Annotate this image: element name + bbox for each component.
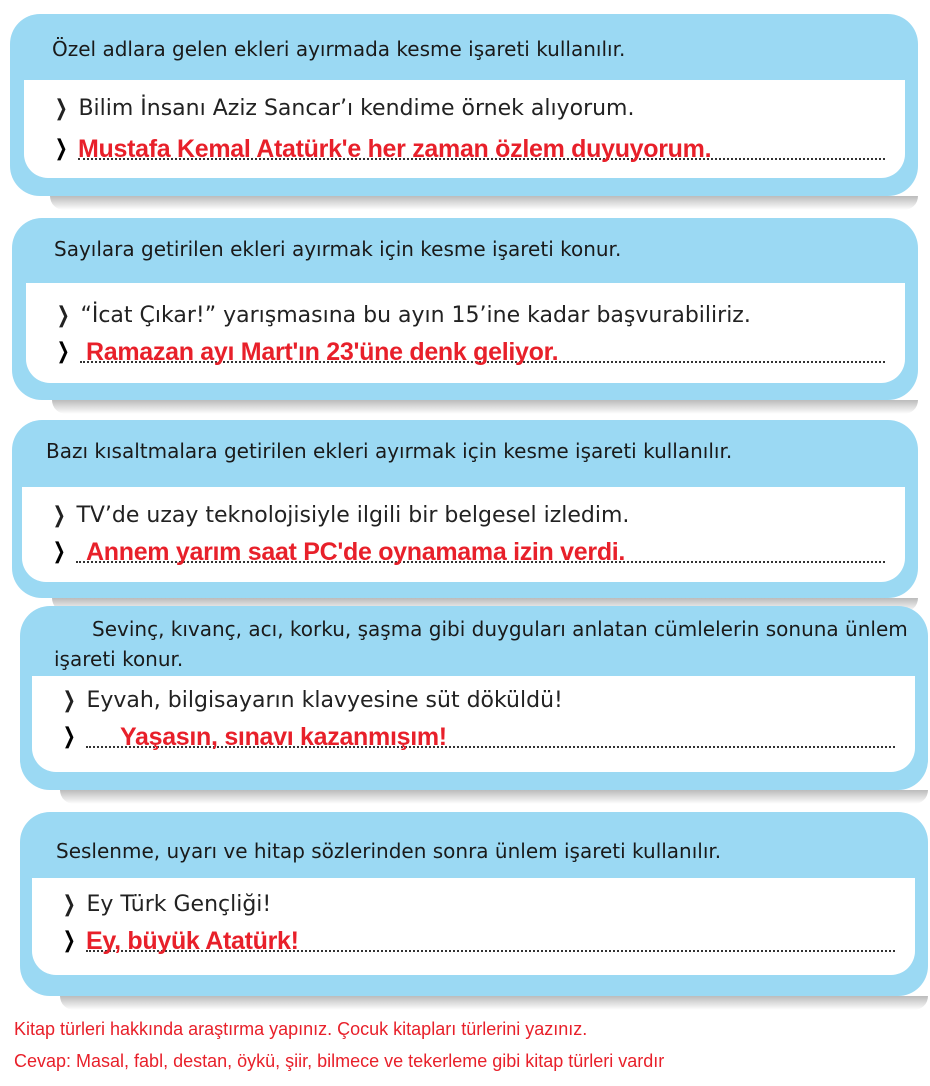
answer-text: Ey, büyük Atatürk! [86, 927, 299, 955]
arrow-icon: ❯ [52, 539, 66, 564]
answer-line [52, 136, 885, 166]
rule-text: Seslenme, uyarı ve hitap sözlerinden sonra ünlem işareti kullanılır. [56, 839, 722, 863]
answer-line [60, 724, 895, 754]
research-question: Kitap türleri hakkında araştırma yapınız. Çocuk kitapları türlerini yazınız. [14, 1019, 588, 1039]
example-sentence: Eyvah, bilgisayarın klavyesine süt döküldü! [86, 688, 563, 713]
rule-card-5 [20, 812, 928, 996]
arrow-icon: ❯ [62, 928, 76, 953]
example-line [52, 96, 885, 121]
example-area [32, 676, 915, 772]
arrow-icon: ❯ [56, 339, 70, 364]
example-sentence: Bilim İnsanı Aziz Sancar’ı kendime örnek alıyorum. [78, 96, 635, 121]
rule-card-3 [12, 420, 918, 598]
answer-text: Mustafa Kemal Atatürk'e her zaman özlem duyuyorum. [78, 135, 712, 163]
rule-text: Sevinç, kıvanç, acı, korku, şaşma gibi duyguları anlatan cümlelerin sonuna ünlem işareti konur. [54, 617, 908, 671]
rule-card-1 [10, 14, 918, 196]
arrow-icon: ❯ [54, 96, 68, 121]
example-sentence: TV’de uzay teknolojisiyle ilgili bir belgesel izledim. [76, 503, 630, 528]
example-area [32, 878, 915, 975]
rule-card-2 [12, 218, 918, 400]
example-line [60, 688, 895, 713]
arrow-icon: ❯ [62, 724, 76, 749]
rule-card-4 [20, 606, 928, 790]
arrow-icon: ❯ [56, 303, 70, 328]
example-line [54, 303, 885, 328]
answer-line [50, 539, 885, 569]
example-area [26, 283, 905, 383]
rule-text: Özel adlara gelen ekleri ayırmada kesme işareti kullanılır. [52, 37, 626, 61]
example-sentence: “İcat Çıkar!” yarışmasına bu ayın 15’ine kadar başvurabiliriz. [80, 303, 751, 328]
example-area [22, 487, 905, 582]
arrow-icon: ❯ [54, 136, 68, 161]
answer-text: Ramazan ayı Mart'ın 23'üne denk geliyor. [86, 338, 559, 366]
answer-line [54, 339, 885, 369]
rule-text: Bazı kısaltmalara getirilen ekleri ayırmak için kesme işareti kullanılır. [46, 439, 733, 463]
answer-text: Annem yarım saat PC'de oynamama izin verdi. [86, 538, 626, 566]
example-sentence: Ey Türk Gençliği! [86, 892, 272, 917]
example-area [24, 80, 905, 178]
arrow-icon: ❯ [52, 503, 66, 528]
example-line [60, 892, 895, 917]
research-answer: Cevap: Masal, fabl, destan, öykü, şiir, bilmece ve tekerleme gibi kitap türleri vardır [14, 1051, 665, 1071]
arrow-icon: ❯ [62, 892, 76, 917]
answer-text: Yaşasın, sınavı kazanmışım! [120, 723, 447, 751]
arrow-icon: ❯ [62, 688, 76, 713]
example-line [50, 503, 885, 528]
rule-text: Sayılara getirilen ekleri ayırmak için kesme işareti konur. [54, 237, 622, 261]
answer-line [60, 928, 895, 958]
